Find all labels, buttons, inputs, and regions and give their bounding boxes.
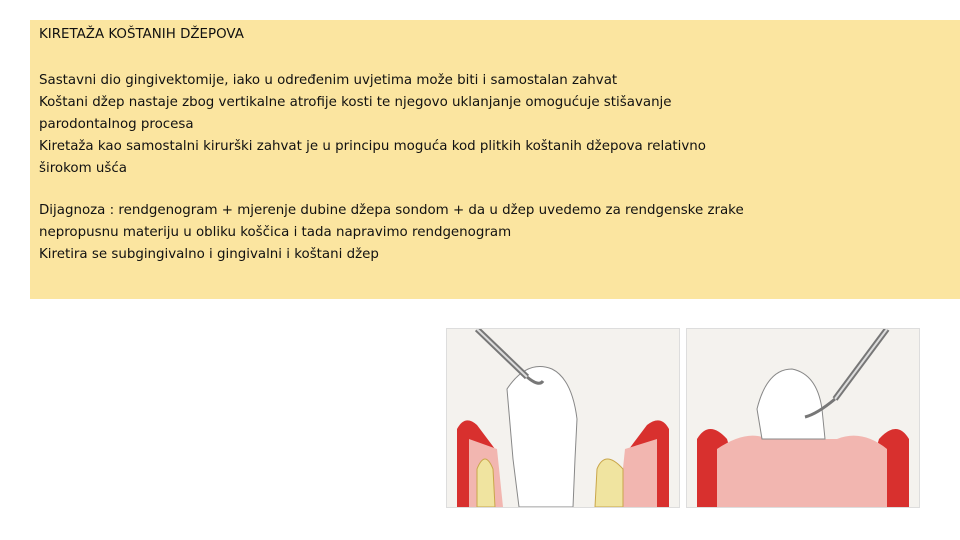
illustration-panel-before: [446, 328, 680, 508]
text-line: Dijagnoza : rendgenogram + mjerenje dubine džepa sondom + da u džep uvedemo za rendgenske zrake: [39, 203, 744, 218]
text-line: parodontalnog procesa: [39, 117, 194, 132]
paragraph-diagnosis: [39, 200, 829, 266]
illustration-panel-after: [686, 328, 920, 508]
text-line: Sastavni dio gingivektomije, iako u određenim uvjetima može biti i samostalan zahvat: [39, 73, 618, 88]
tooth-before-image: [447, 329, 679, 507]
text-line: Kiretaža kao samostalni kirurški zahvat je u principu moguća kod plitkih koštanih džepova relativno: [39, 139, 706, 154]
tooth-after-image: [687, 329, 919, 507]
content-box: [30, 20, 960, 299]
paragraph-description: [39, 70, 829, 180]
text-line: Kiretira se subgingivalno i gingivalni i koštani džep: [39, 247, 379, 262]
curettage-illustration: [446, 328, 920, 508]
text-line: nepropusnu materiju u obliku koščica i tada napravimo rendgenogram: [39, 225, 512, 240]
text-line: Koštani džep nastaje zbog vertikalne atrofije kosti te njegovo uklanjanje omogućuje stišavanje: [39, 95, 672, 110]
text-line: širokom ušća: [39, 161, 127, 176]
slide-title: KIRETAŽA KOŠTANIH DŽEPOVA: [39, 27, 244, 42]
